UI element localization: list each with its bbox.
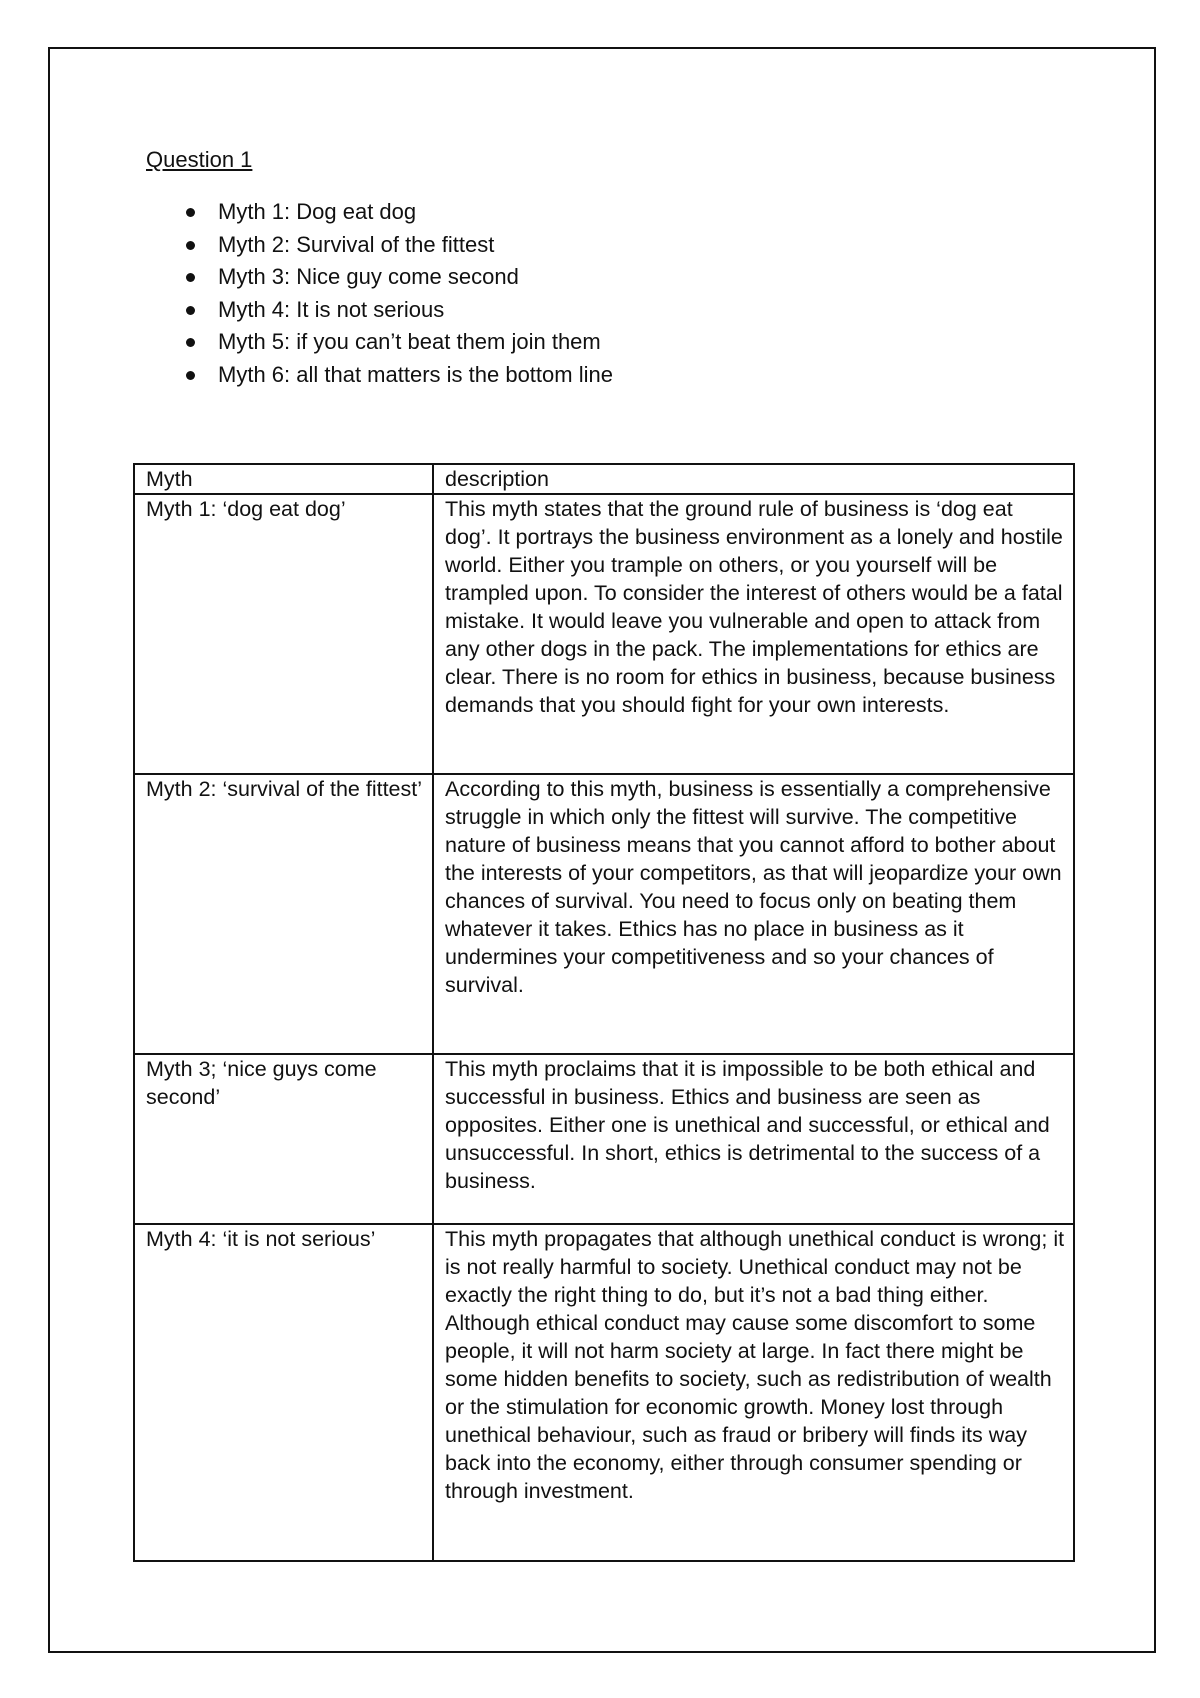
myth-table: [133, 463, 1075, 1562]
table-header-myth: Myth: [134, 464, 433, 494]
list-item: [146, 359, 613, 392]
list-item-text: Myth 3: Nice guy come second: [218, 264, 519, 289]
list-item: [146, 326, 613, 359]
list-item-text: Myth 1: Dog eat dog: [218, 199, 417, 224]
list-item-text: Myth 4: It is not serious: [218, 296, 445, 322]
question-title: Question 1: [146, 147, 253, 172]
bullet-icon: [186, 371, 195, 380]
list-item-text: Myth 6: all that matters is the bottom line: [218, 361, 613, 387]
myth-description-cell: This myth states that the ground rule of business is ‘dog eat dog’. It portrays the business environment as a lonely and hostile world. Either you trample on others, or you yourself will be trampled upon. To consider the interest of others would be a fatal mistake. It would leave you vulnerable and open to attack from any other dogs in the pack. The implementations for ethics are clear. There is no room for ethics in business, because business demands that you should fight for your own interests.: [433, 494, 1074, 774]
myth-name-cell: Myth 3; ‘nice guys come second’: [134, 1054, 433, 1224]
myth-name-cell: Myth 1: ‘dog eat dog’: [134, 494, 433, 774]
table-row: [134, 774, 1074, 1054]
list-item-text: Myth 2: Survival of the fittest: [218, 231, 495, 257]
myth-description-cell: This myth propagates that although unethical conduct is wrong; it is not really harmful to society. Unethical conduct may not be exactly the right thing to do, but it’s not a bad thing either. Although ethical conduct may cause some discomfort to some people, it will not harm society at large. In fact there might be some hidden benefits to society, such as redistribution of wealth or the stimulation for economic growth. Money lost through unethical behaviour, such as fraud or bribery will finds its way back into the economy, either through consumer spending or through investment.: [433, 1224, 1074, 1561]
list-item: [146, 229, 613, 262]
myth-name-cell: Myth 4: ‘it is not serious’: [134, 1224, 433, 1561]
bullet-icon: [186, 306, 195, 315]
list-item: [146, 294, 613, 327]
list-item-text: Myth 5: if you can’t beat them join them: [218, 329, 601, 354]
myth-description-cell: This myth proclaims that it is impossible to be both ethical and successful in business. Ethics and business are seen as opposites. Either one is unethical and successful, or ethical and unsuccessful. In short, ethics is detrimental to the success of a business.: [433, 1054, 1074, 1224]
myth-list: [146, 196, 613, 391]
bullet-icon: [186, 273, 195, 282]
list-item: [146, 261, 613, 294]
myth-name-cell: Myth 2: ‘survival of the fittest’: [134, 774, 433, 1054]
myth-description-cell: According to this myth, business is essentially a comprehensive struggle in which only the fittest will survive. The competitive nature of business means that you cannot afford to bother about the interests of your competitors, as that will jeopardize your own chances of survival. You need to focus only on beating them whatever it takes. Ethics has no place in business as it undermines your competitiveness and so your chances of survival.: [433, 774, 1074, 1054]
bullet-icon: [186, 241, 195, 250]
table-row: [134, 494, 1074, 774]
table-row: [134, 1224, 1074, 1561]
bullet-icon: [186, 208, 195, 217]
list-item: [146, 196, 613, 229]
table-header-row: [134, 464, 1074, 494]
table-header-description: description: [433, 464, 1074, 494]
table-row: [134, 1054, 1074, 1224]
bullet-icon: [186, 338, 195, 347]
